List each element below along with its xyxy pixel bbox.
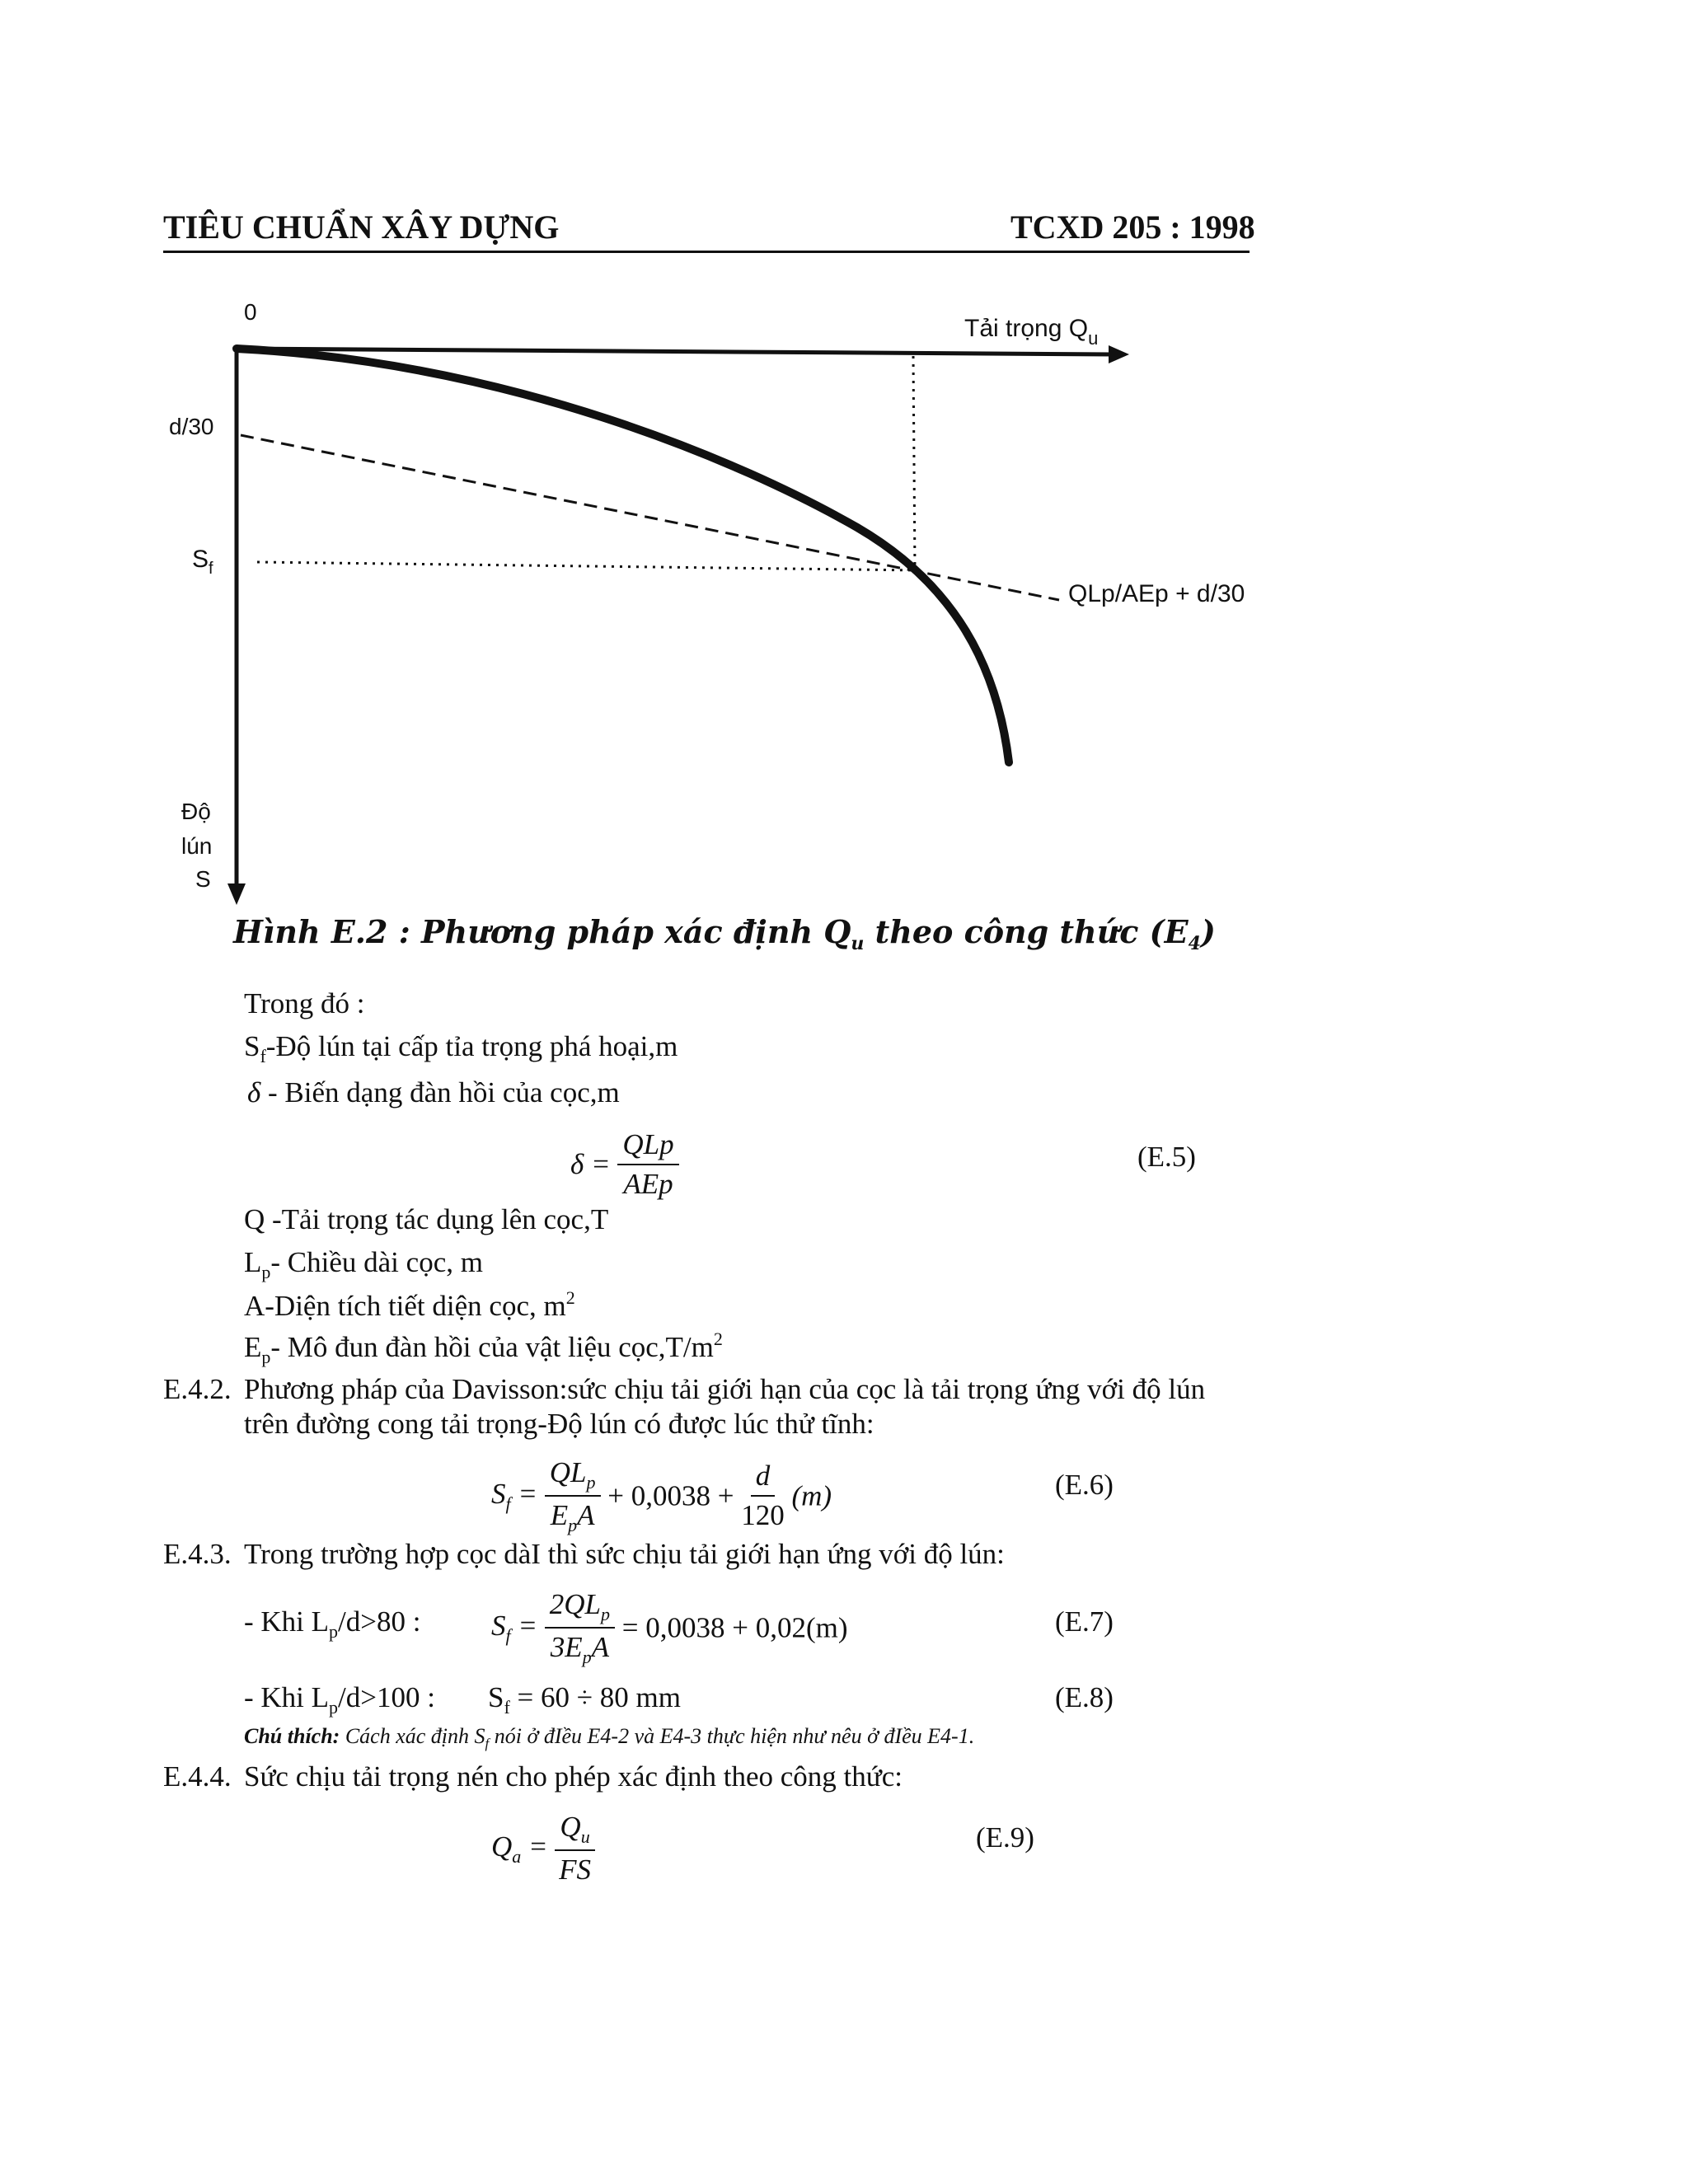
definition-ep: $E_p-$ Mô đun đàn hồi của vật liệu $cọc,T/m^2$ <box>244 1329 723 1367</box>
case-lp-d-100: - Khi $L_p/d>100$ : <box>244 1681 435 1718</box>
origin-label: 0 <box>244 299 257 325</box>
header-title: TIÊU CHUẨN XÂY DỰNG <box>163 209 560 246</box>
equation-e8-label: (E.8) <box>1055 1681 1114 1713</box>
x-axis-label: Tải trọng $Q_u$ <box>964 315 1099 349</box>
section-e44-number: E.4.4. <box>163 1760 232 1793</box>
section-e43-number: E.4.3. <box>163 1538 232 1570</box>
case-lp-d-80: - Khi $L_p/d>80$ : <box>244 1605 421 1642</box>
y-axis-label-line3: S <box>195 866 211 892</box>
y-axis-arrow <box>227 883 246 905</box>
y-axis-label-line1: Độ <box>181 799 211 824</box>
section-e42-line2: trên đường cong tải trọng-Độ lún có được lúc thử tĩnh: <box>244 1408 874 1440</box>
section-e42-line1: Phương pháp của Davisson:sức chịu tải giới hạn của cọc là tải trọng ứng với độ lún <box>244 1373 1206 1405</box>
d30-label: d/30 <box>169 414 214 439</box>
equation-e6-label: (E.6) <box>1055 1469 1114 1501</box>
sf-projection <box>257 562 917 570</box>
equation-e8: $S_f = 60 \div 80$ mm <box>488 1681 681 1718</box>
x-axis <box>237 349 1113 354</box>
figure-e2 <box>0 0 1688 989</box>
sf-label: $S_f$ <box>192 546 213 578</box>
y-axis-label-line2: lún <box>181 833 213 859</box>
section-e44-text: Sức chịu tải trọng nén cho phép xác định theo công thức: <box>244 1760 903 1793</box>
elastic-offset-line <box>241 435 1059 600</box>
definition-a: A-Diện tích tiết diện cọc, $m^2$ <box>244 1287 575 1322</box>
equation-e9-label: (E.9) <box>976 1821 1034 1854</box>
equation-e5: δ = $\frac{\text{QLp}}{\text{AEp}}$ <box>570 1127 679 1202</box>
equation-e9: $Q_a$ = $\frac{Q_u}{FS}$ <box>491 1810 595 1887</box>
note: Chú thích: Cách xác định $S_f$ nói ở đIều E4-2 và E4-3 thực hiện như nêu ở đIều E4-1. <box>244 1724 975 1751</box>
load-settlement-curve <box>237 349 1009 762</box>
qu-projection <box>913 356 915 570</box>
definitions-intro: Trong đó : <box>244 987 365 1019</box>
offset-line-label: QLp/AEp + d/30 <box>1068 580 1245 607</box>
equation-e6: $S_f$ = $\frac{QL_p}{E_pA}$ + 0,0038 + $\frac{d}{120}$ (m) <box>491 1456 832 1536</box>
figure-caption: Hình E.2 : Phương pháp xác định $Q_u$ theo công thức $(E_4)$ <box>233 913 1216 954</box>
header-standard-code: TCXD 205 : 1998 <box>1010 209 1255 246</box>
definition-sf: $S_f-Độ$ lún tại cấp tỉa trọng phá hoại,m <box>244 1030 678 1066</box>
definition-q: Q -Tải trọng tác dụng lên cọc,T <box>244 1203 609 1235</box>
definition-lp: $L_p-$ Chiều dài cọc, m <box>244 1246 483 1282</box>
section-e42-number: E.4.2. <box>163 1373 232 1405</box>
equation-e7: $S_f$ = $\frac{2QL_p}{3E_pA}$ = 0,0038 + 0,02(m) <box>491 1588 848 1668</box>
equation-e7-label: (E.7) <box>1055 1605 1114 1638</box>
section-e43-text: Trong trường hợp cọc dàI thì sức chịu tải giới hạn ứng với độ lún: <box>244 1538 1005 1570</box>
equation-e5-label: (E.5) <box>1137 1141 1196 1173</box>
definition-delta: δ - Biến dạng đàn hồi của cọc,m <box>247 1076 620 1108</box>
x-axis-arrow <box>1109 345 1129 363</box>
